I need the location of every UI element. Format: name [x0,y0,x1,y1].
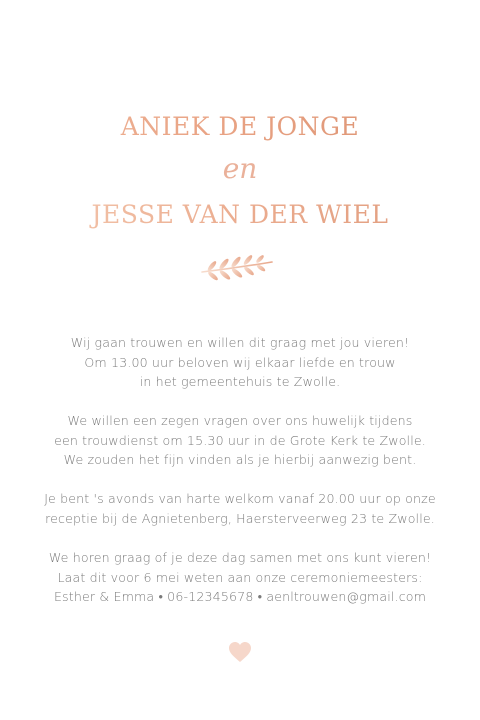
partner-name-2: JESSE VAN DER WIEL [0,200,480,229]
paragraph-line: We zouden het fijn vinden als je hierbij aanwezig bent. [63,452,417,467]
rsvp-contact-line: Esther & Emma • 06-12345678 • aenltrouwen@gmail.com [53,589,427,604]
paragraph-line: receptie bij de Agnietenberg, Haersterveerweg 23 te Zwolle. [45,510,435,526]
conjunction-text: en [222,152,258,185]
paragraph-reception [0,489,480,528]
partner-name-1: ANIEK DE JONGE [0,112,480,141]
paragraph-line: Wij gaan trouwen en willen dit graag met jou vieren! [70,335,410,350]
leaf-branch-icon [200,254,274,284]
paragraph-line: in het gemeentehuis te Zwolle. [139,374,341,389]
paragraph-line: een trouwdienst om 15.30 uur in de Grote Kerk te Zwolle. [54,432,426,448]
paragraph-line: Om 13.00 uur beloven wij elkaar liefde en trouw [84,354,396,370]
heart-icon [228,641,252,663]
paragraph-line: Laat dit voor 6 mei weten aan onze ceremoniemeesters: [57,569,423,585]
paragraph-ceremony [0,333,480,392]
paragraph-church-service [0,411,480,470]
paragraph-rsvp [0,548,480,607]
paragraph-line: Je bent 's avonds van harte welkom vanaf 20.00 uur op onze [44,491,436,506]
paragraph-line: We willen een zegen vragen over ons huwelijk tijdens [67,413,413,428]
paragraph-line: We horen graag of je deze dag samen met ons kunt vieren! [48,550,432,565]
